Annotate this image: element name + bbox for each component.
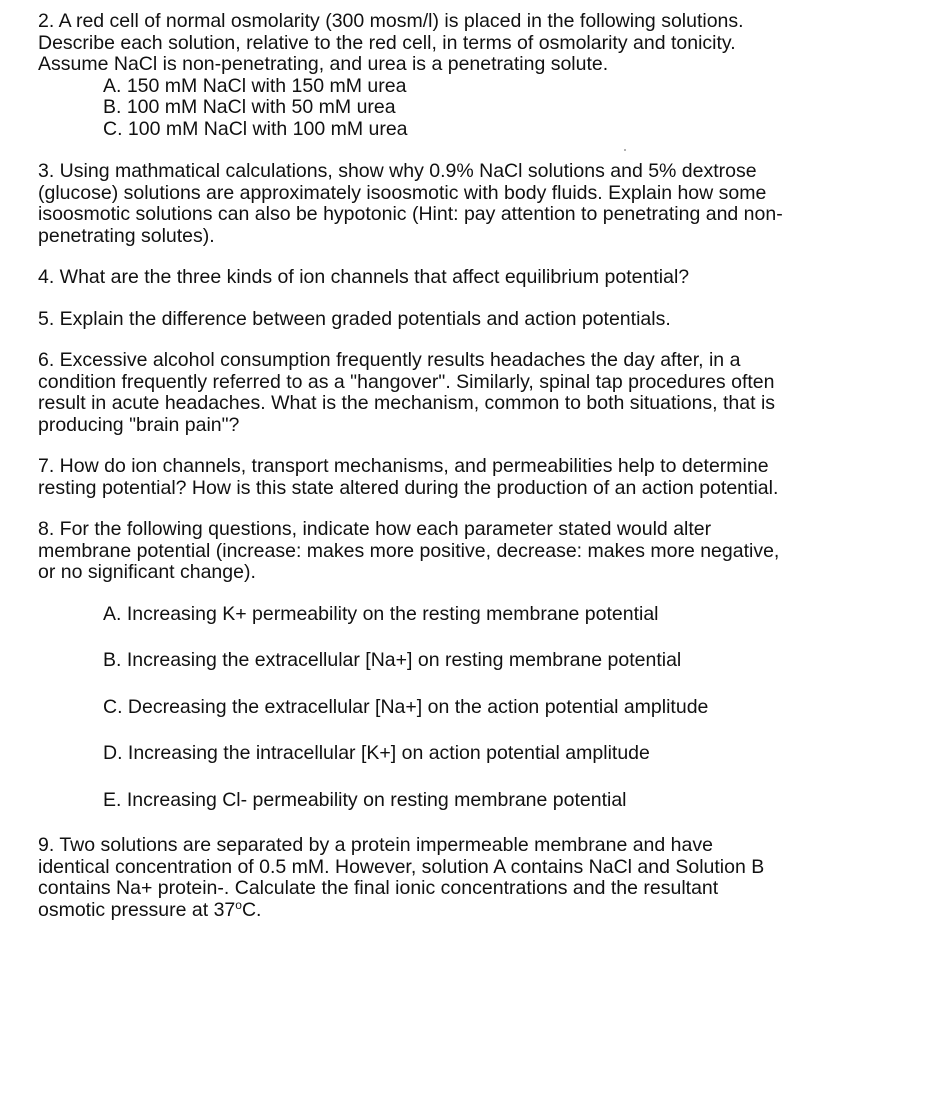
question-2-option-c: C. 100 mM NaCl with 100 mM urea — [103, 117, 408, 140]
question-8 — [38, 519, 918, 584]
question-9-line: contains Na+ protein-. Calculate the final ionic concentrations and the resultant — [38, 877, 719, 899]
question-3-line: 3. Using mathmatical calculations, show why 0.9% NaCl solutions and 5% dextrose — [38, 160, 757, 182]
question-9-last-line — [38, 897, 918, 922]
question-8-line: membrane potential (increase: makes more positive, decrease: makes more negative, — [38, 539, 780, 562]
question-3-line: penetrating solutes). — [38, 224, 215, 247]
degree-symbol: o — [235, 897, 242, 912]
question-8-line: 8. For the following questions, indicate how each parameter stated would alter — [38, 518, 712, 540]
question-9 — [38, 835, 918, 921]
question-2-line: Assume NaCl is non-penetrating, and urea is a penetrating solute. — [38, 53, 609, 75]
question-6-line: 6. Excessive alcohol consumption frequently results headaches the day after, in a — [38, 349, 741, 371]
worksheet-page — [38, 11, 918, 921]
question-8-item-a: A. Increasing K+ permeability on the resting membrane potential — [103, 602, 659, 625]
question-3-line: (glucose) solutions are approximately isoosmotic with body fluids. Explain how some — [38, 181, 767, 204]
question-2 — [38, 11, 918, 140]
question-3 — [38, 161, 918, 247]
question-8-items — [38, 604, 918, 812]
question-8-item-c: C. Decreasing the extracellular [Na+] on the action potential amplitude — [103, 695, 709, 718]
question-9-line: identical concentration of 0.5 mM. However, solution A contains NaCl and Solution B — [38, 855, 765, 878]
question-8-item-e: E. Increasing Cl- permeability on resting membrane potential — [103, 788, 627, 811]
scan-speck — [624, 149, 626, 151]
question-9-last-line-text: osmotic pressure at 37 — [38, 898, 236, 921]
question-8-item-b: B. Increasing the extracellular [Na+] on resting membrane potential — [103, 649, 682, 671]
question-6-line: producing "brain pain"? — [38, 413, 240, 436]
question-9-line: 9. Two solutions are separated by a protein impermeable membrane and have — [38, 834, 713, 856]
question-7 — [38, 456, 918, 499]
question-6-line: condition frequently referred to as a "hangover". Similarly, spinal tap procedures often — [38, 370, 775, 393]
question-8-line: or no significant change). — [38, 561, 256, 583]
question-5 — [38, 309, 918, 331]
question-2-option-a: A. 150 mM NaCl with 150 mM urea — [103, 74, 407, 97]
question-2-line: 2. A red cell of normal osmolarity (300 mosm/l) is placed in the following solutions. — [38, 10, 744, 32]
question-4-line: 4. What are the three kinds of ion channels that affect equilibrium potential? — [38, 266, 690, 288]
question-3-line: isoosmotic solutions can also be hypotonic (Hint: pay attention to penetrating and non- — [38, 203, 783, 225]
question-2-option-b: B. 100 mM NaCl with 50 mM urea — [103, 96, 396, 118]
question-2-line: Describe each solution, relative to the red cell, in terms of osmolarity and tonicity. — [38, 31, 736, 54]
question-4 — [38, 267, 918, 289]
question-9-unit: C. — [241, 898, 262, 921]
question-8-item-d: D. Increasing the intracellular [K+] on action potential amplitude — [103, 742, 650, 764]
question-7-line: resting potential? How is this state altered during the production of an action potential. — [38, 476, 779, 499]
question-5-line: 5. Explain the difference between graded potentials and action potentials. — [38, 307, 671, 330]
question-6-line: result in acute headaches. What is the mechanism, common to both situations, that is — [38, 392, 776, 414]
question-6 — [38, 350, 918, 436]
question-7-line: 7. How do ion channels, transport mechanisms, and permeabilities help to determine — [38, 455, 769, 477]
